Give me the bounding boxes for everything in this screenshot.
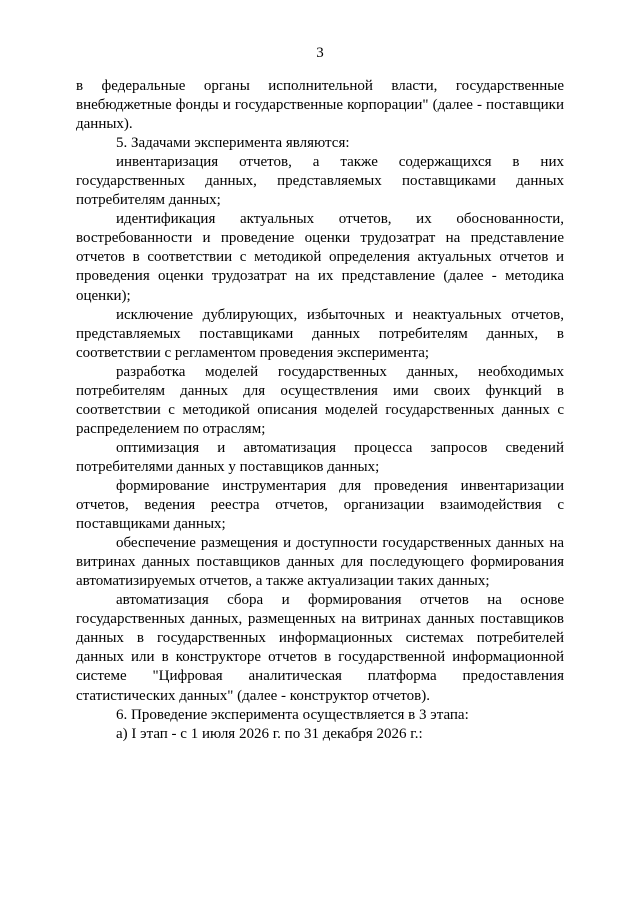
paragraph-continuation: в федеральные органы исполнительной власти, государственные внебюджетные фонды и государственные корпорации" (далее - поставщики данных). <box>76 78 564 133</box>
paragraph-task-inventory: инвентаризация отчетов, а также содержащихся в них государственных данных, представляемых поставщиками данных потребителям данных; <box>76 154 564 209</box>
paragraph-task-optimization: оптимизация и автоматизация процесса запросов сведений потребителями данных у поставщиков данных; <box>76 439 564 475</box>
paragraph-stage-1: а) I этап - с 1 июля 2026 г. по 31 декабря 2026 г.: <box>116 725 423 742</box>
paragraph-item-5: 5. Задачами эксперимента являются: <box>116 135 350 152</box>
paragraph-task-identification: идентификация актуальных отчетов, их обоснованности, востребованности и проведение оценки трудозатрат на представление отчетов в соответствии с методикой определения актуальных отчетов и проведения оценки трудозатрат на их представление (далее - методика оценки); <box>76 211 564 304</box>
paragraph-item-6: 6. Проведение эксперимента осуществляется в 3 этапа: <box>116 706 469 723</box>
paragraph-task-automation: автоматизация сбора и формирования отчетов на основе государственных данных, размещенных на витринах данных поставщиков данных в государственных информационных системах потребителей данных или в конструкторе отчетов в государственной информационной системе "Цифровая аналитическая платформа предоставления статистических данных" (далее - конструктор отчетов). <box>76 592 564 704</box>
document-body <box>76 77 564 744</box>
page-number: 3 <box>316 45 324 61</box>
paragraph-task-exclusion: исключение дублирующих, избыточных и неактуальных отчетов, представляемых поставщиками данных потребителям данных, в соответствии с регламентом проведения эксперимента; <box>76 306 564 361</box>
paragraph-task-tools: формирование инструментария для проведения инвентаризации отчетов, ведения реестра отчетов, организации взаимодействия с поставщиками данных; <box>76 477 564 533</box>
paragraph-task-availability: обеспечение размещения и доступности государственных данных на витринах данных поставщиков данных для последующего формирования автоматизируемых отчетов, а также актуализации таких данных; <box>76 535 564 590</box>
paragraph-task-models: разработка моделей государственных данных, необходимых потребителям данных для осуществления ими своих функций в соответствии с методикой описания моделей государственных данных с распределением по отраслям; <box>76 363 564 437</box>
